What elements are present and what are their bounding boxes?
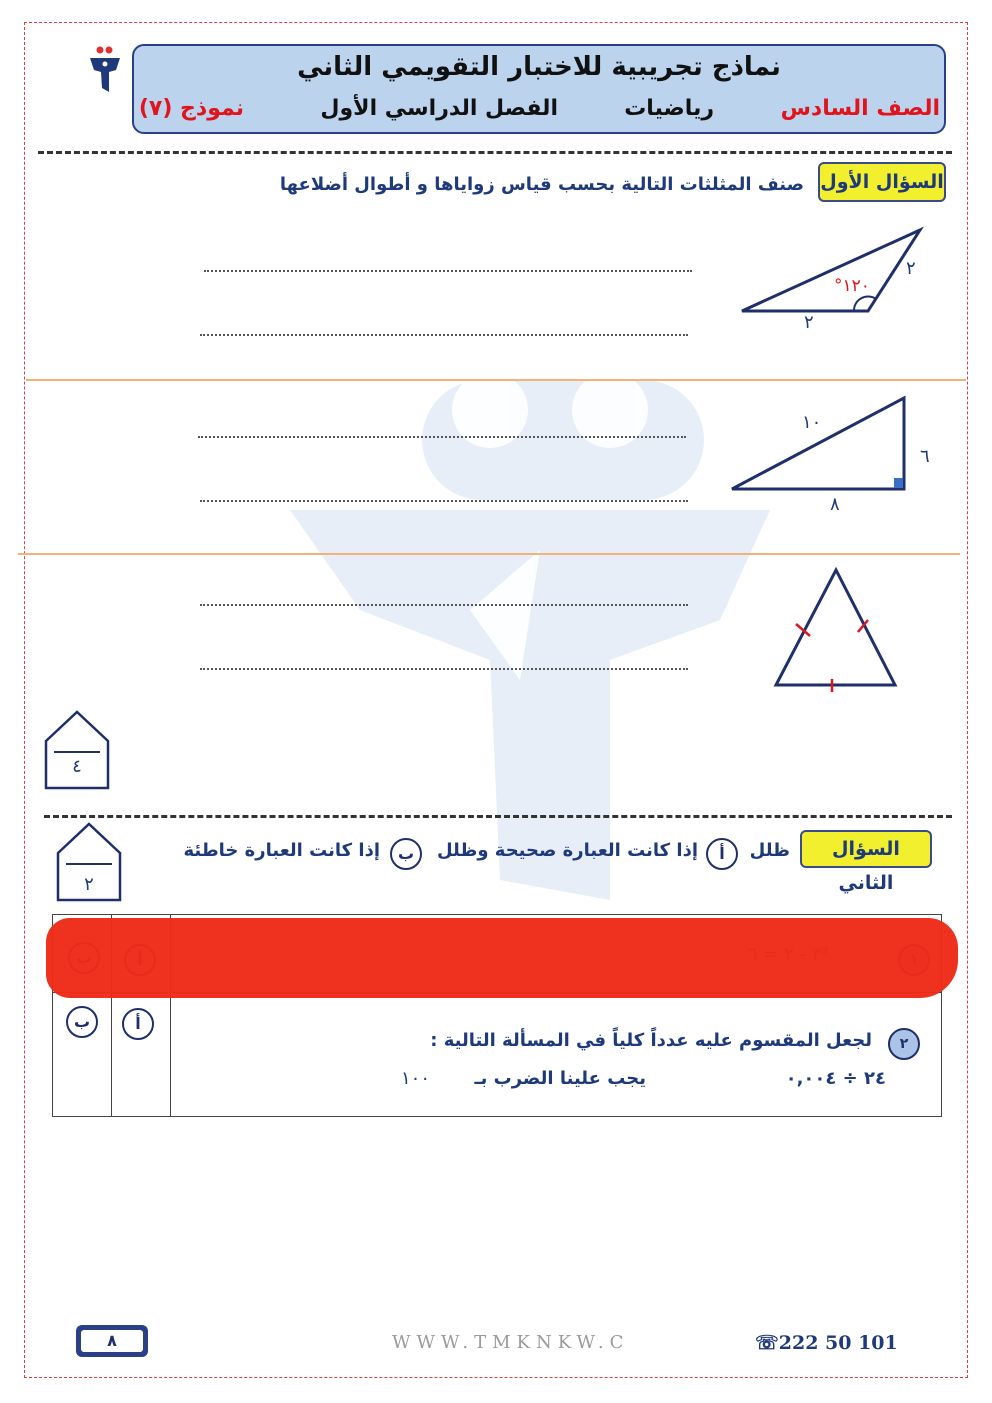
answer-line[interactable]	[200, 604, 688, 606]
model-label: نموذج (٧)	[138, 96, 244, 121]
answer-line[interactable]	[200, 500, 688, 502]
q2-instr-false: إذا كانت العبارة خاطئة	[183, 840, 380, 861]
page-number: ٨	[81, 1330, 143, 1352]
exam-title: نماذج تجريبية للاختبار التقويمي الثاني	[297, 52, 781, 82]
answer-line[interactable]	[200, 668, 688, 670]
answer-line[interactable]	[198, 436, 686, 438]
equal-sides-triangle	[766, 560, 906, 692]
score-box	[44, 710, 110, 790]
angle-label: ١٢٠°	[834, 276, 870, 296]
item-text: لجعل المقسوم عليه عدداً كلياً في المسألة التالية :	[430, 1030, 872, 1051]
grade-label: الصف السادس	[780, 96, 940, 121]
q1-label: السؤال الأول	[818, 162, 946, 202]
watermark-logo	[280, 360, 780, 920]
option-b-sample: ب	[390, 838, 422, 870]
option-a-circle[interactable]: أ	[122, 1008, 154, 1040]
q1-instruction: صنف المثلثات التالية بحسب قياس زواياها و أطوال أضلاعها	[279, 174, 804, 195]
side-label: ٢	[906, 258, 916, 279]
item-text: يجب علينا الضرب بـ	[474, 1068, 646, 1089]
red-highlight-band	[46, 918, 958, 998]
q2-score: ٢	[84, 874, 94, 895]
footer-phone: ☏222 50 101	[755, 1332, 898, 1354]
side-label: ٢	[804, 312, 814, 333]
side-label: ٦	[920, 446, 930, 467]
q2-instr-shade: ظلل	[749, 840, 790, 861]
footer-url: WWW.TMKNKW.C	[392, 1332, 630, 1353]
item-division: ٢٤ ÷ ٠,٠٠٤	[785, 1068, 886, 1089]
side-label: ١٠	[802, 412, 822, 433]
answer-line[interactable]	[200, 334, 688, 336]
item-number: ٢	[888, 1028, 920, 1060]
section-divider	[38, 151, 952, 154]
row-separator	[26, 379, 966, 381]
q2-label: السؤال الثاني	[800, 830, 932, 868]
tmk-logo-icon	[88, 44, 122, 96]
subject-label: رياضيات	[624, 96, 714, 121]
option-a-sample: أ	[706, 838, 738, 870]
header-box	[132, 44, 946, 134]
q2-instr-true: إذا كانت العبارة صحيحة وظلل	[436, 840, 698, 861]
page-number-badge	[76, 1325, 148, 1357]
right-triangle	[724, 392, 924, 496]
option-b-circle[interactable]: ب	[66, 1006, 98, 1038]
answer-line[interactable]	[204, 270, 692, 272]
item-factor: ١٠٠	[400, 1068, 430, 1089]
q1-score: ٤	[72, 756, 82, 777]
row-separator	[18, 553, 960, 555]
term-label: الفصل الدراسي الأول	[320, 96, 558, 121]
section-divider	[44, 815, 952, 818]
side-label: ٨	[830, 494, 840, 515]
